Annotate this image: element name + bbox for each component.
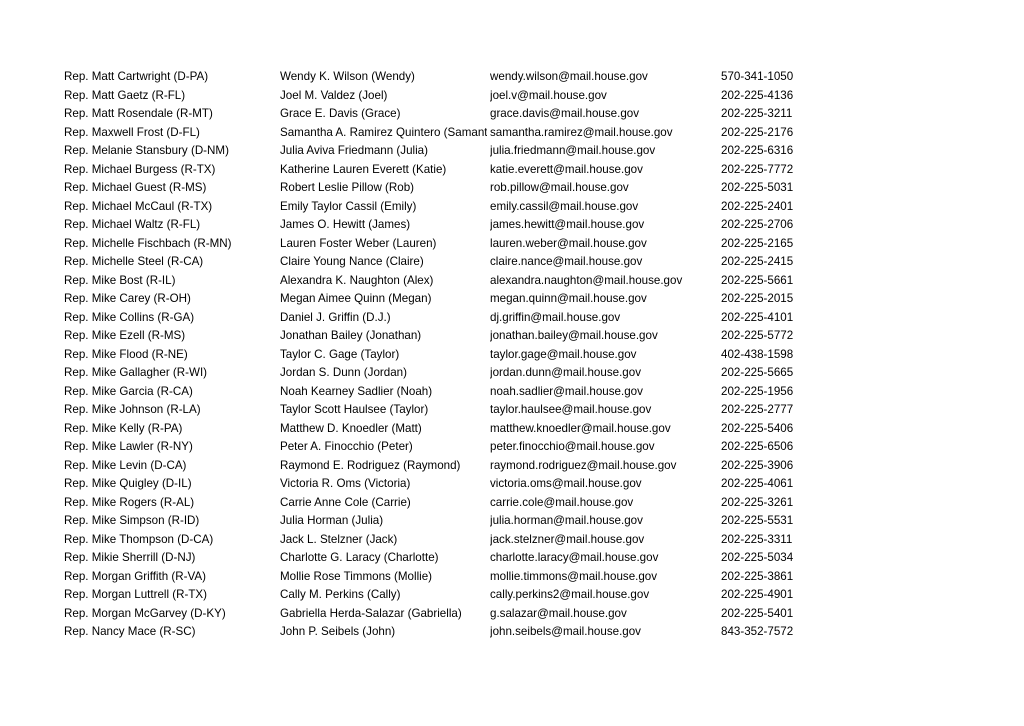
table-row [64,623,824,642]
staff-name-cell: Charlotte G. Laracy (Charlotte) [280,551,439,564]
staff-name-cell: Claire Young Nance (Claire) [280,255,424,268]
member-name-cell: Rep. Matt Cartwright (D-PA) [64,70,209,83]
member-name-cell: Rep. Mikie Sherrill (D-NJ) [64,551,196,564]
table-row [64,290,824,309]
member-name-cell: Rep. Michael Waltz (R-FL) [64,218,201,231]
email-cell: katie.everett@mail.house.gov [490,162,643,176]
member-name-cell: Rep. Morgan Luttrell (R-TX) [64,588,208,601]
phone-cell: 202-225-3861 [721,569,794,583]
email-cell: lauren.weber@mail.house.gov [490,236,647,250]
member-name-cell: Rep. Michelle Steel (R-CA) [64,255,204,268]
staff-name-cell: Taylor Scott Haulsee (Taylor) [280,403,429,416]
email-cell: grace.davis@mail.house.gov [490,107,640,120]
email-cell: jonathan.bailey@mail.house.gov [490,329,658,342]
table-row [64,475,824,494]
table-body [64,68,824,642]
email-cell: emily.cassil@mail.house.gov [490,199,639,213]
phone-cell: 202-225-4101 [721,310,794,324]
phone-cell: 202-225-7772 [721,162,794,176]
staff-name-cell: Julia Horman (Julia) [280,514,384,527]
staff-name-cell: James O. Hewitt (James) [280,218,411,231]
staff-name-cell: Julia Aviva Friedmann (Julia) [280,144,428,157]
staff-name-cell: Grace E. Davis (Grace) [280,107,401,120]
staff-name-cell: Emily Taylor Cassil (Emily) [280,199,417,213]
phone-cell: 202-225-2706 [721,218,794,231]
staff-name-cell: Jonathan Bailey (Jonathan) [280,329,422,342]
member-name-cell: Rep. Mike Ezell (R-MS) [64,329,186,342]
phone-cell: 202-225-2015 [721,292,794,305]
table-row [64,494,824,513]
member-name-cell: Rep. Mike Rogers (R-AL) [64,495,195,509]
table-row [64,309,824,328]
email-cell: raymond.rodriguez@mail.house.gov [490,458,677,472]
phone-cell: 202-225-3311 [721,532,793,546]
phone-cell: 202-225-2165 [721,236,794,250]
member-name-cell: Rep. Morgan Griffith (R-VA) [64,569,206,583]
table-row [64,272,824,291]
phone-cell: 202-225-2777 [721,403,794,416]
member-name-cell: Rep. Mike Thompson (D-CA) [64,532,214,546]
staff-name-cell: Carrie Anne Cole (Carrie) [280,495,411,509]
email-cell: g.salazar@mail.house.gov [490,606,627,620]
email-cell: wendy.wilson@mail.house.gov [490,70,648,83]
staff-name-cell: Megan Aimee Quinn (Megan) [280,292,432,305]
phone-cell: 202-225-5531 [721,514,794,527]
email-cell: mollie.timmons@mail.house.gov [490,569,658,583]
staff-name-cell: Alexandra K. Naughton (Alex) [280,273,434,287]
contact-table [64,68,824,642]
staff-name-cell: Wendy K. Wilson (Wendy) [280,70,415,83]
email-cell: taylor.gage@mail.house.gov [490,347,637,361]
member-name-cell: Rep. Michelle Fischbach (R-MN) [64,236,232,250]
email-cell: carrie.cole@mail.house.gov [490,495,634,509]
table-row [64,531,824,550]
table-row [64,253,824,272]
table-row [64,235,824,254]
phone-cell: 202-225-1956 [721,384,794,398]
member-name-cell: Rep. Melanie Stansbury (D-NM) [64,144,229,157]
table-row [64,438,824,457]
phone-cell: 202-225-3906 [721,458,794,472]
phone-cell: 202-225-5661 [721,273,794,287]
table-row [64,105,824,124]
email-cell: john.seibels@mail.house.gov [490,625,641,638]
email-cell: samantha.ramirez@mail.house.gov [490,125,673,139]
table-row [64,401,824,420]
email-cell: jordan.dunn@mail.house.gov [490,366,641,379]
phone-cell: 202-225-5034 [721,551,794,564]
phone-cell: 202-225-4901 [721,588,794,601]
email-cell: jack.stelzner@mail.house.gov [490,532,645,546]
member-name-cell: Rep. Mike Collins (R-GA) [64,310,195,324]
email-cell: dj.griffin@mail.house.gov [490,310,621,324]
table-row [64,512,824,531]
member-name-cell: Rep. Mike Flood (R-NE) [64,347,188,361]
member-name-cell: Rep. Michael McCaul (R-TX) [64,199,213,213]
table-row [64,327,824,346]
phone-cell: 202-225-4136 [721,88,794,102]
member-name-cell: Rep. Mike Gallagher (R-WI) [64,366,208,379]
table-row [64,87,824,106]
phone-cell: 202-225-2176 [721,125,794,139]
email-cell: matthew.knoedler@mail.house.gov [490,421,671,435]
member-name-cell: Rep. Mike Lawler (R-NY) [64,440,193,453]
staff-name-cell: Gabriella Herda-Salazar (Gabriella) [280,606,462,620]
phone-cell: 402-438-1598 [721,347,794,361]
staff-name-cell: Katherine Lauren Everett (Katie) [280,162,447,176]
email-cell: alexandra.naughton@mail.house.gov [490,273,683,287]
member-name-cell: Rep. Maxwell Frost (D-FL) [64,125,200,139]
email-cell: julia.horman@mail.house.gov [490,514,643,527]
table-row [64,457,824,476]
phone-cell: 202-225-3211 [721,107,793,120]
phone-cell: 202-225-4061 [721,477,794,490]
staff-name-cell: Cally M. Perkins (Cally) [280,588,401,601]
email-cell: rob.pillow@mail.house.gov [490,181,629,194]
phone-cell: 202-225-5401 [721,606,794,620]
table-row [64,68,824,87]
email-cell: victoria.oms@mail.house.gov [490,477,642,490]
staff-name-cell: Mollie Rose Timmons (Mollie) [280,569,433,583]
staff-name-cell: Jack L. Stelzner (Jack) [280,532,398,546]
staff-name-cell: Taylor C. Gage (Taylor) [280,347,400,361]
table-row [64,179,824,198]
phone-cell: 202-225-2415 [721,255,794,268]
member-name-cell: Rep. Michael Burgess (R-TX) [64,162,216,176]
phone-cell: 843-352-7572 [721,625,794,638]
email-cell: claire.nance@mail.house.gov [490,255,643,268]
member-name-cell: Rep. Mike Johnson (R-LA) [64,403,201,416]
staff-name-cell: Victoria R. Oms (Victoria) [280,477,411,490]
phone-cell: 202-225-5031 [721,181,794,194]
staff-name-cell: Noah Kearney Sadlier (Noah) [280,384,433,398]
staff-name-cell: Joel M. Valdez (Joel) [280,88,388,102]
phone-cell: 202-225-3261 [721,495,794,509]
member-name-cell: Rep. Morgan McGarvey (D-KY) [64,606,226,620]
phone-cell: 202-225-5406 [721,421,794,435]
member-name-cell: Rep. Mike Quigley (D-IL) [64,477,192,490]
staff-name-cell: Matthew D. Knoedler (Matt) [280,421,422,435]
phone-cell: 202-225-6316 [721,144,794,157]
table-row [64,420,824,439]
table-row [64,161,824,180]
member-name-cell: Rep. Mike Bost (R-IL) [64,273,176,287]
phone-cell: 202-225-2401 [721,199,794,213]
phone-cell: 202-225-5772 [721,329,794,342]
email-cell: james.hewitt@mail.house.gov [490,218,645,231]
member-name-cell: Rep. Mike Kelly (R-PA) [64,421,183,435]
member-name-cell: Rep. Mike Carey (R-OH) [64,292,191,305]
staff-name-cell: Lauren Foster Weber (Lauren) [280,236,437,250]
member-name-cell: Rep. Nancy Mace (R-SC) [64,625,196,638]
staff-name-cell: John P. Seibels (John) [280,625,396,638]
email-cell: julia.friedmann@mail.house.gov [490,144,656,157]
table-row [64,586,824,605]
staff-name-cell: Jordan S. Dunn (Jordan) [280,366,407,379]
phone-cell: 570-341-1050 [721,70,794,83]
member-name-cell: Rep. Matt Rosendale (R-MT) [64,107,213,120]
email-cell: cally.perkins2@mail.house.gov [490,588,650,601]
member-name-cell: Rep. Michael Guest (R-MS) [64,181,207,194]
member-name-cell: Rep. Mike Levin (D-CA) [64,458,187,472]
staff-name-cell: Samantha A. Ramirez Quintero (Samant [280,125,487,139]
table-row [64,568,824,587]
table-row [64,124,824,143]
table-row [64,346,824,365]
table-row [64,142,824,161]
member-name-cell: Rep. Matt Gaetz (R-FL) [64,88,186,102]
email-cell: peter.finocchio@mail.house.gov [490,440,655,453]
staff-name-cell: Raymond E. Rodriguez (Raymond) [280,458,461,472]
email-cell: charlotte.laracy@mail.house.gov [490,551,659,564]
email-cell: megan.quinn@mail.house.gov [490,292,647,305]
table-row [64,605,824,624]
phone-cell: 202-225-5665 [721,366,794,379]
member-name-cell: Rep. Mike Simpson (R-ID) [64,514,200,527]
staff-name-cell: Daniel J. Griffin (D.J.) [280,310,391,324]
member-name-cell: Rep. Mike Garcia (R-CA) [64,384,193,398]
table-row [64,549,824,568]
phone-cell: 202-225-6506 [721,440,794,453]
email-cell: taylor.haulsee@mail.house.gov [490,403,652,416]
table-row [64,198,824,217]
email-cell: noah.sadlier@mail.house.gov [490,384,643,398]
table-row [64,364,824,383]
email-cell: joel.v@mail.house.gov [490,88,607,102]
table-row [64,216,824,235]
staff-name-cell: Robert Leslie Pillow (Rob) [280,181,415,194]
table-row [64,383,824,402]
staff-name-cell: Peter A. Finocchio (Peter) [280,440,413,453]
